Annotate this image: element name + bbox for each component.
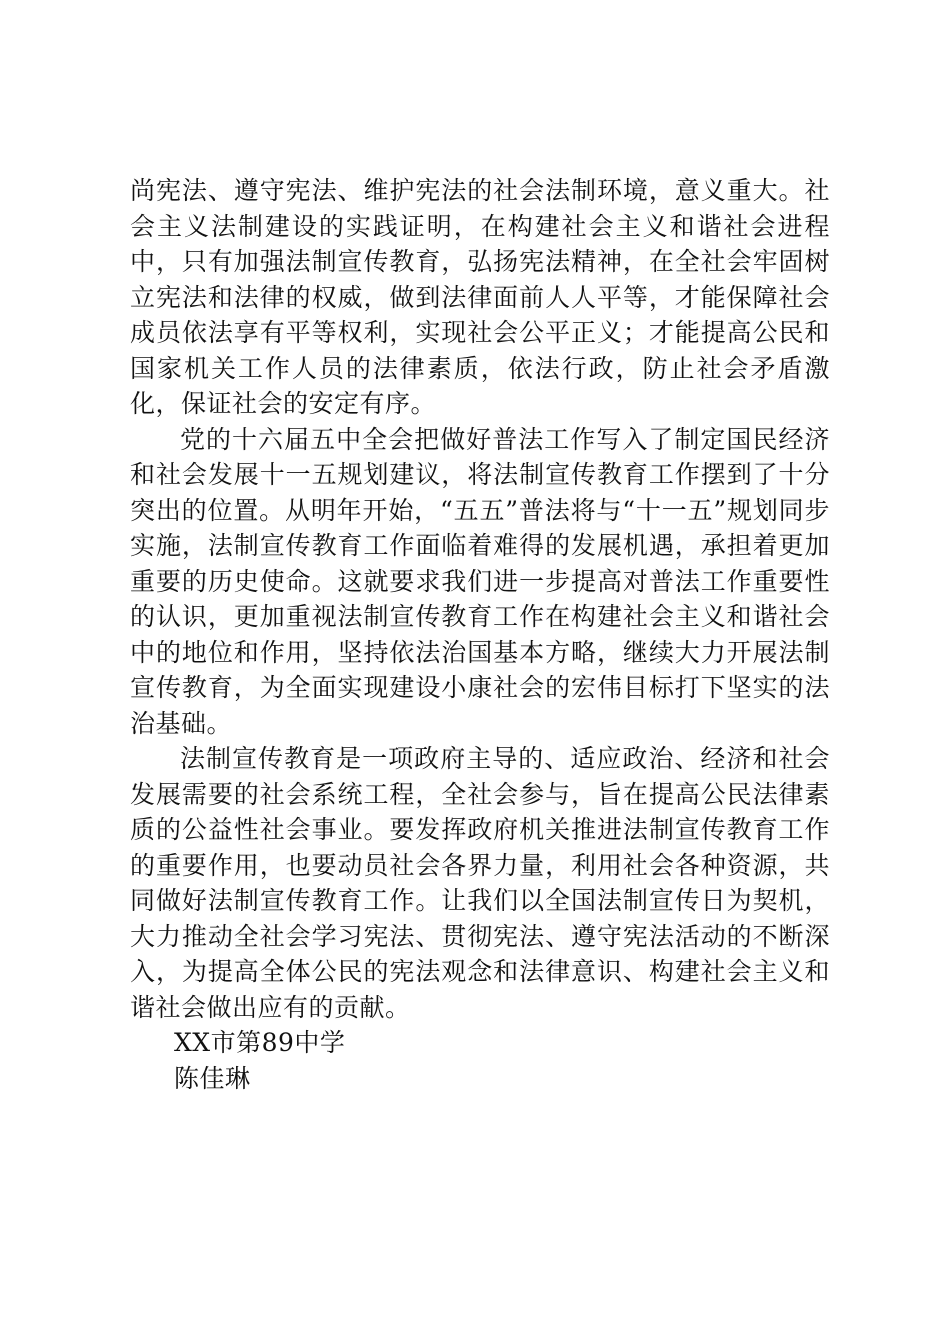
- paragraph-2: 党的十六届五中全会把做好普法工作写入了制定国民经济和社会发展十一五规划建议，将法制宣传教育工作摆到了十分突出的位置。从明年开始，“五五”普法将与“十一五”规划同步实施，法制宣传教育工作面临着难得的发展机遇，承担着更加重要的历史使命。这就要求我们进一步提高对普法工作重要性的认识，更加重视法制宣传教育工作在构建社会主义和谐社会中的地位和作用，坚持依法治国基本方略，继续大力开展法制宣传教育，为全面实现建设小康社会的宏伟目标打下坚实的法治基础。: [130, 424, 830, 738]
- signature-organization: XX市第89中学: [174, 1028, 346, 1057]
- document-body: [130, 173, 830, 1096]
- paragraph-3: 法制宣传教育是一项政府主导的、适应政治、经济和社会发展需要的社会系统工程，全社会参与，旨在提高公民法律素质的公益性社会事业。要发挥政府机关推进法制宣传教育工作的重要作用，也要动员社会各界力量，利用社会各种资源，共同做好法制宣传教育工作。让我们以全国法制宣传日为契机，大力推动全社会学习宪法、贯彻宪法、遵守宪法活动的不断深入，为提高全体公民的宪法观念和法律意识、构建社会主义和谐社会做出应有的贡献。: [130, 744, 830, 1022]
- paragraph-1: 尚宪法、遵守宪法、维护宪法的社会法制环境，意义重大。社会主义法制建设的实践证明，在构建社会主义和谐社会进程中，只有加强法制宣传教育，弘扬宪法精神，在全社会牢固树立宪法和法律的权威，做到法律面前人人平等，才能保障社会成员依法享有平等权利，实现社会公平正义；才能提高公民和国家机关工作人员的法律素质，依法行政，防止社会矛盾激化，保证社会的安定有序。: [130, 176, 830, 418]
- signature-author: 陈佳琳: [174, 1063, 251, 1093]
